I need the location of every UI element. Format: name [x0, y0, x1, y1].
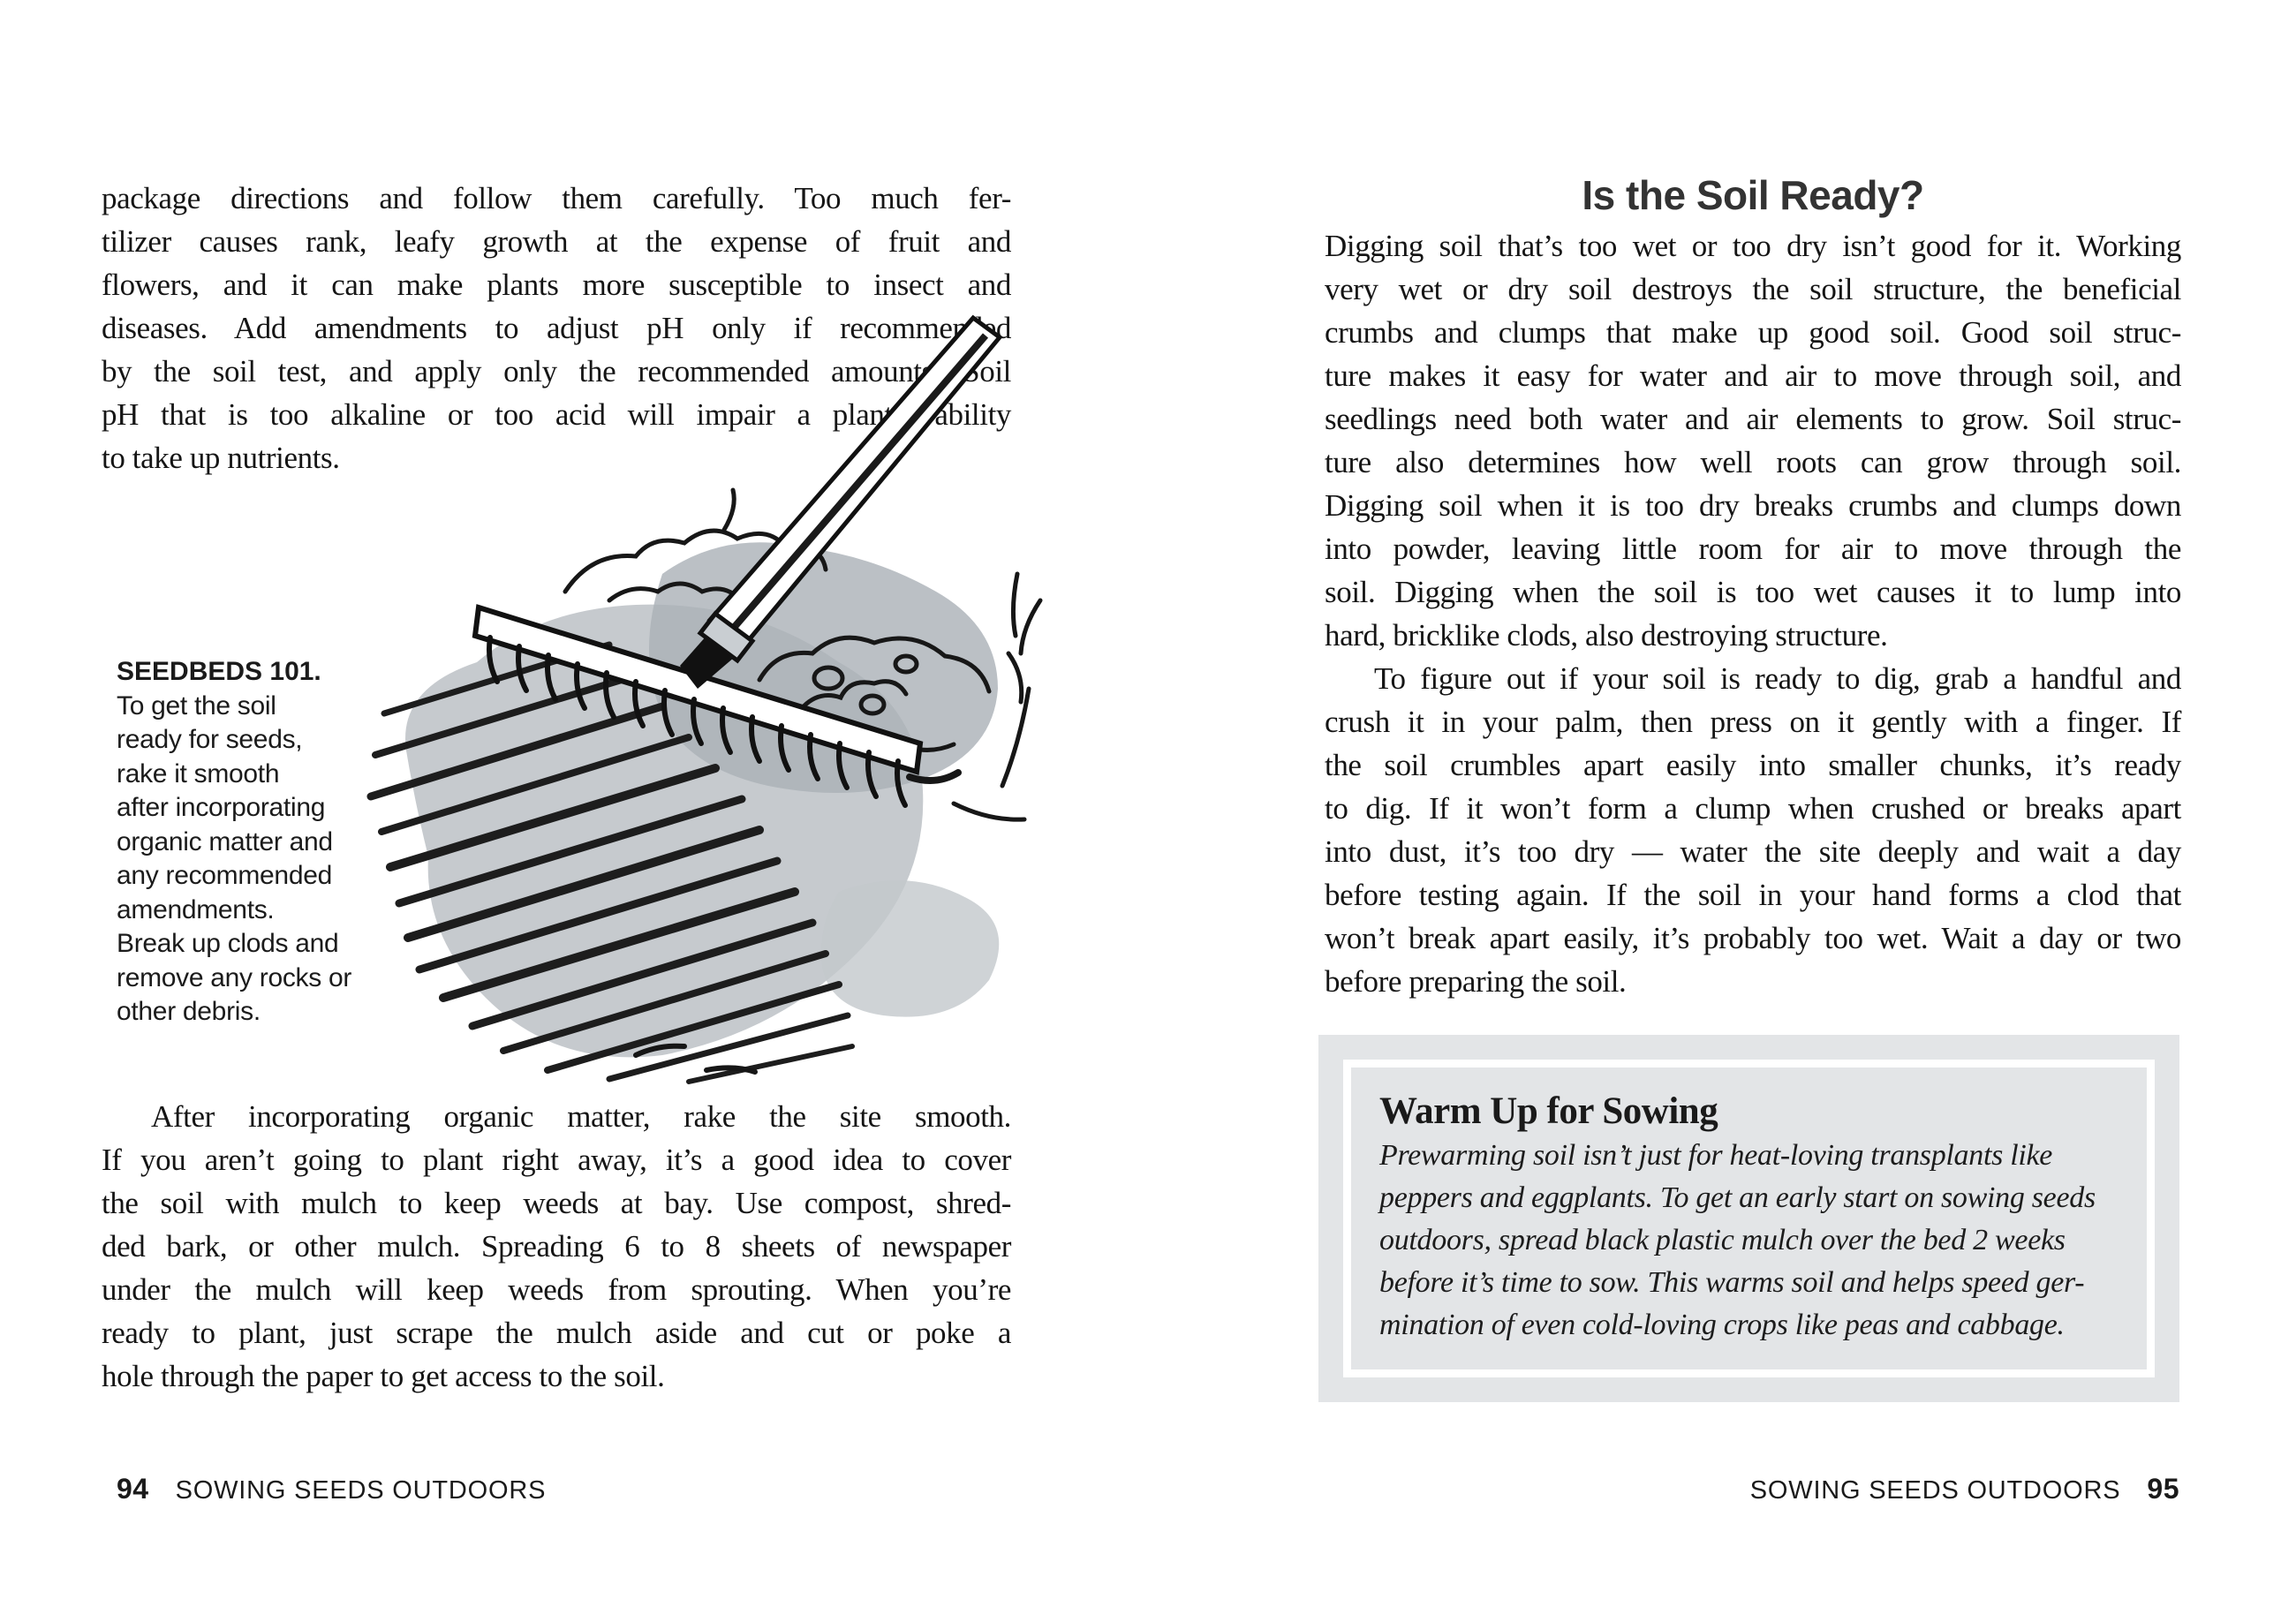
text-line: before it’s time to sow. This warms soil and helps speed ger- [1379, 1266, 2085, 1299]
right-footer [1325, 1473, 2179, 1505]
callout-box-frame [1343, 1060, 2155, 1377]
right-paragraph-2 [1325, 657, 2181, 1003]
text-line: into dust, it’s too dry — water the site deeply and wait a day [1325, 834, 2181, 869]
text-line: before testing again. If the soil in your hand forms a clod that [1325, 878, 2181, 912]
text-line: the soil with mulch to keep weeds at bay. Use compost, shred- [102, 1186, 1011, 1220]
text-line: Digging soil that’s too wet or too dry isn’t good for it. Working [1325, 229, 2181, 263]
text-line: hard, bricklike clods, also destroying structure. [1325, 618, 1888, 653]
text-line: package directions and follow them carefully. Too much fer- [102, 181, 1011, 215]
left-paragraph-2 [102, 1095, 1011, 1398]
text-line: organic matter and [117, 826, 333, 856]
text-line: To figure out if your soil is ready to dig, grab a handful and [1374, 661, 2181, 696]
text-line: Digging soil when it is too dry breaks crumbs and clumps down [1325, 488, 2181, 523]
text-line: under the mulch will keep weeds from sprouting. When you’re [102, 1272, 1011, 1307]
text-line: ready to plant, just scrape the mulch aside and cut or poke a [102, 1316, 1011, 1350]
text-line: After incorporating organic matter, rake the site smooth. [151, 1099, 1011, 1134]
weed-sprig [1002, 574, 1040, 786]
text-line: seedlings need both water and air elements to grow. Soil struc- [1325, 402, 2181, 436]
text-line: diseases. Add amendments to adjust pH only if recommended [102, 311, 1011, 345]
text-line: Prewarming soil isn’t just for heat-loving transplants like [1379, 1139, 2053, 1172]
wash-blob-lower-right [821, 880, 999, 1017]
callout-box [1318, 1035, 2179, 1402]
text-line: by the soil test, and apply only the recommended amounts. Soil [102, 354, 1011, 389]
caption-body [117, 690, 368, 1030]
caption-title: SEEDBEDS 101. [117, 657, 321, 686]
text-line: remove any rocks or [117, 962, 352, 992]
text-line: tilizer causes rank, leafy growth at the expense of fruit and [102, 224, 1011, 259]
text-line: very wet or dry soil destroys the soil structure, the beneficial [1325, 272, 2181, 306]
text-line: ready for seeds, [117, 725, 303, 754]
text-line: peppers and eggplants. To get an early start on sowing seeds [1379, 1181, 2096, 1214]
right-page-number: 95 [2147, 1473, 2179, 1505]
text-line: outdoors, spread black plastic mulch over the bed 2 weeks [1379, 1224, 2066, 1256]
text-line: before preparing the soil. [1325, 964, 1627, 999]
text-line: into powder, leaving little room for air to move through the [1325, 532, 2181, 566]
text-line: any recommended [117, 861, 332, 890]
text-line: soil. Digging when the soil is too wet causes it to lump into [1325, 575, 2181, 609]
text-line: won’t break apart easily, it’s probably too wet. Wait a day or two [1325, 921, 2181, 955]
text-line: mination of even cold-loving crops like peas and cabbage. [1379, 1309, 2065, 1341]
left-page-number: 94 [117, 1473, 149, 1505]
text-line: ded bark, or other mulch. Spreading 6 to 8 sheets of newspaper [102, 1229, 1011, 1264]
text-line: To get the soil [117, 690, 276, 721]
text-line: ture makes it easy for water and air to move through soil, and [1325, 358, 2181, 393]
text-line: Break up clods and [117, 929, 339, 958]
seedbeds-caption [117, 655, 368, 1030]
text-line: If you aren’t going to plant right away, it’s a good idea to cover [102, 1143, 1011, 1177]
text-line: amendments. [117, 894, 275, 924]
text-line: rake it smooth [117, 758, 280, 788]
text-line: other debris. [117, 997, 261, 1026]
left-section-label: SOWING SEEDS OUTDOORS [175, 1476, 547, 1505]
callout-title: Warm Up for Sowing [1379, 1090, 1718, 1132]
callout-body [1379, 1135, 2111, 1347]
text-line: to dig. If it won’t form a clump when crushed or breaks apart [1325, 791, 2181, 826]
text-line: hole through the paper to get access to the soil. [102, 1359, 665, 1393]
text-line: the soil crumbles apart easily into smaller chunks, it’s ready [1325, 748, 2181, 782]
rake-illustration [344, 309, 1051, 1086]
text-line: ture also determines how well roots can grow through soil. [1325, 445, 2181, 479]
text-line: crush it in your palm, then press on it gently with a finger. If [1325, 705, 2181, 739]
right-paragraph-1 [1325, 224, 2181, 657]
text-line: after incorporating [117, 793, 326, 822]
text-line: crumbs and clumps that make up good soil. Good soil struc- [1325, 315, 2181, 350]
text-line: pH that is too alkaline or too acid will impair a plant’s ability [102, 397, 1011, 432]
right-section-label: SOWING SEEDS OUTDOORS [1749, 1476, 2121, 1505]
text-line: flowers, and it can make plants more susceptible to insect and [102, 268, 1011, 302]
text-line: to take up nutrients. [102, 441, 340, 475]
page-title: Is the Soil Ready? [1582, 172, 1924, 218]
left-footer [117, 1473, 546, 1505]
